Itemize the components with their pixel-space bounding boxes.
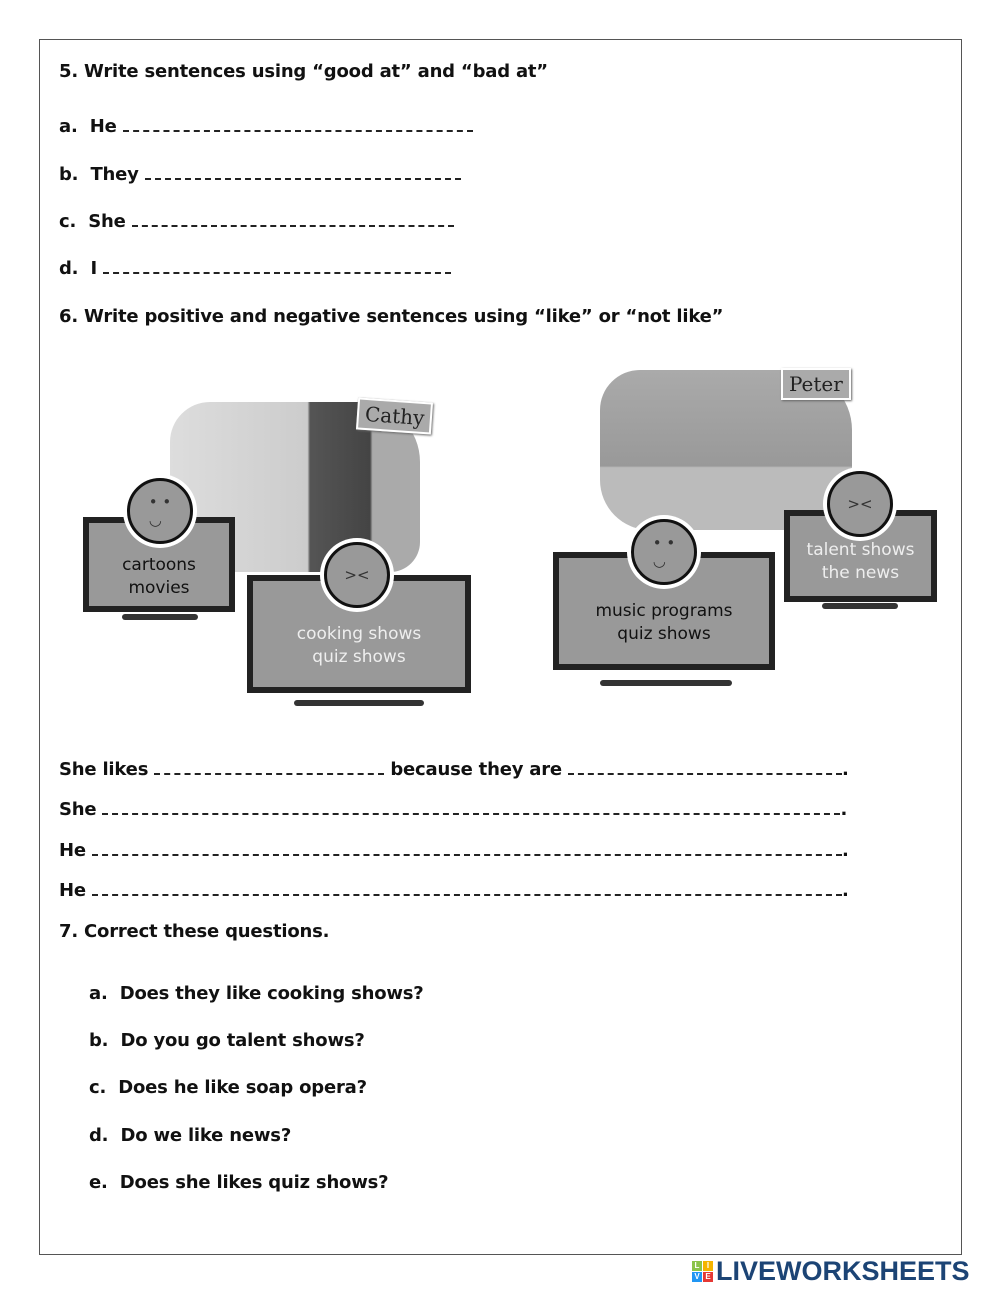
q5-item-c	[59, 211, 454, 232]
item-letter: c.	[59, 211, 77, 232]
item-letter: c.	[89, 1077, 107, 1098]
tv-stand	[822, 603, 898, 609]
q6-line-3	[59, 840, 849, 861]
item-letter: d.	[59, 258, 79, 279]
item-letter: d.	[89, 1125, 109, 1146]
q7-item-a[interactable]	[89, 983, 424, 1004]
item-letter: a.	[59, 116, 78, 137]
tv-stand	[294, 700, 424, 706]
happy-face-icon: • • ◡	[127, 478, 193, 544]
logo-icon	[692, 1261, 713, 1282]
q7-item-c[interactable]	[89, 1077, 367, 1098]
q5-item-d	[59, 258, 451, 279]
answer-input[interactable]	[132, 213, 454, 227]
line-start: He	[59, 840, 86, 861]
q7-item-b[interactable]	[89, 1030, 365, 1051]
answer-input[interactable]	[123, 118, 473, 132]
item-subject: She	[88, 211, 126, 232]
logo-letter: I	[703, 1261, 713, 1271]
answer-input[interactable]	[154, 761, 384, 775]
dislike-item: the news	[821, 563, 900, 583]
dislike-item: talent shows	[806, 540, 915, 560]
answer-input[interactable]	[102, 801, 840, 815]
happy-face-icon: • • ◡	[631, 519, 697, 585]
item-text: Do you go talent shows?	[120, 1030, 365, 1051]
tv-stand	[600, 680, 732, 686]
item-letter: b.	[89, 1030, 109, 1051]
peter-name-tag: Peter	[781, 368, 851, 400]
answer-input[interactable]	[145, 166, 461, 180]
item-text: Do we like news?	[120, 1125, 292, 1146]
item-text: Does she likes quiz shows?	[119, 1172, 389, 1193]
line-start: He	[59, 880, 86, 901]
like-item: movies	[128, 577, 190, 598]
answer-input[interactable]	[568, 761, 842, 775]
logo-text: LIVEWORKSHEETS	[716, 1256, 970, 1286]
answer-input[interactable]	[92, 882, 842, 896]
dislike-item: cooking shows	[296, 624, 422, 644]
item-subject: They	[90, 164, 139, 185]
q6-line-4	[59, 880, 849, 901]
logo-letter: L	[692, 1261, 702, 1271]
q6-line-2	[59, 799, 847, 820]
tv-stand	[122, 614, 198, 620]
line-middle: because they are	[390, 759, 562, 780]
q7-title: 7. Correct these questions.	[59, 921, 330, 942]
line-end: .	[841, 840, 849, 861]
q6-line-1	[59, 759, 849, 780]
q7-item-d[interactable]	[89, 1125, 291, 1146]
logo-letter: E	[703, 1272, 713, 1282]
like-item: quiz shows	[617, 624, 711, 644]
answer-input[interactable]	[103, 260, 451, 274]
q7-item-e[interactable]	[89, 1172, 388, 1193]
line-start: She likes	[59, 759, 149, 780]
q5-item-b	[59, 164, 461, 185]
line-end: .	[841, 880, 849, 901]
like-item: cartoons	[122, 554, 196, 575]
line-end: .	[840, 799, 848, 820]
item-letter: a.	[89, 983, 108, 1004]
cathy-name-tag: Cathy	[356, 397, 434, 434]
liveworksheets-logo[interactable]	[692, 1256, 970, 1287]
item-text: Does they like cooking shows?	[119, 983, 424, 1004]
q5-item-a	[59, 116, 473, 137]
answer-input[interactable]	[92, 842, 842, 856]
item-text: Does he like soap opera?	[118, 1077, 367, 1098]
item-letter: e.	[89, 1172, 108, 1193]
line-start: She	[59, 799, 97, 820]
dislike-item: quiz shows	[312, 647, 406, 667]
line-end: .	[842, 759, 849, 780]
upset-face-icon: ><	[827, 471, 893, 537]
q6-title: 6. Write positive and negative sentences using “like” or “not like”	[59, 306, 724, 327]
q5-title: 5. Write sentences using “good at” and “bad at”	[59, 61, 548, 82]
item-subject: He	[89, 116, 117, 137]
like-item: music programs	[595, 601, 733, 621]
logo-letter: V	[692, 1272, 702, 1282]
upset-face-icon: ><	[324, 542, 390, 608]
item-subject: I	[90, 258, 97, 279]
item-letter: b.	[59, 164, 79, 185]
